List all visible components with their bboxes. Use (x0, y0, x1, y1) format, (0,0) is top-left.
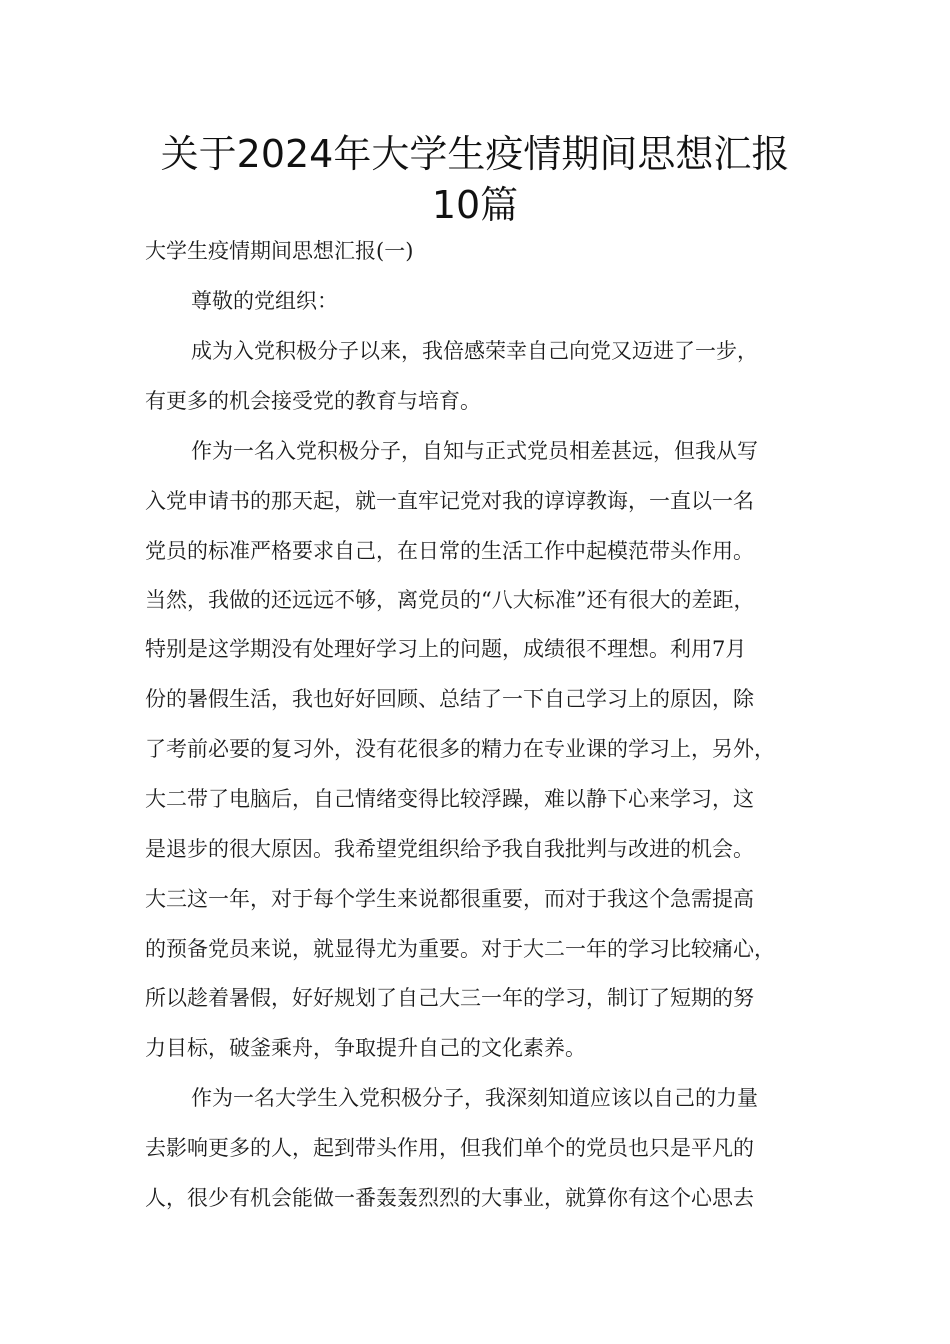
section-heading: 大学生疫情期间思想汇报(一) (145, 239, 414, 263)
body-line: 去影响更多的人，起到带头作用，但我们单个的党员也只是平凡的 (145, 1136, 754, 1160)
body-line: 所以趁着暑假，好好规划了自己大三一年的学习，制订了短期的努 (145, 986, 754, 1010)
salutation: 尊敬的党组织： (191, 289, 338, 313)
body-line: 力目标，破釜乘舟，争取提升自己的文化素养。 (145, 1036, 586, 1060)
body-line: 人，很少有机会能做一番轰轰烈烈的大事业，就算你有这个心思去 (145, 1186, 754, 1210)
body-line: 入党申请书的那天起，就一直牢记党对我的谆谆教诲，一直以一名 (145, 489, 754, 513)
body-line: 的预备党员来说，就显得尤为重要。对于大二一年的学习比较痛心， (145, 937, 775, 961)
body-line: 大二带了电脑后，自己情绪变得比较浮躁，难以静下心来学习，这 (145, 787, 754, 811)
body-line: 份的暑假生活，我也好好回顾、总结了一下自己学习上的原因，除 (145, 687, 754, 711)
body-line: 大三这一年，对于每个学生来说都很重要，而对于我这个急需提高 (145, 887, 754, 911)
document-title-line-1: 关于2024年大学生疫情期间思想汇报 (160, 132, 790, 176)
body-line: 成为入党积极分子以来，我倍感荣幸自己向党又迈进了一步， (191, 339, 758, 363)
body-line: 是退步的很大原因。我希望党组织给予我自我批判与改进的机会。 (145, 837, 754, 861)
body-line: 作为一名大学生入党积极分子，我深刻知道应该以自己的力量 (191, 1086, 758, 1110)
body-line: 当然，我做的还远远不够，离党员的“八大标准”还有很大的差距， (145, 588, 755, 612)
body-line: 作为一名入党积极分子，自知与正式党员相差甚远，但我从写 (191, 439, 758, 463)
document-title-line-2: 10篇 (431, 183, 519, 227)
body-line: 党员的标准严格要求自己，在日常的生活工作中起模范带头作用。 (145, 539, 754, 563)
body-line: 有更多的机会接受党的教育与培育。 (145, 389, 481, 413)
body-line: 了考前必要的复习外，没有花很多的精力在专业课的学习上，另外， (145, 737, 775, 761)
body-line: 特别是这学期没有处理好学习上的问题，成绩很不理想。利用7月 (145, 637, 747, 661)
